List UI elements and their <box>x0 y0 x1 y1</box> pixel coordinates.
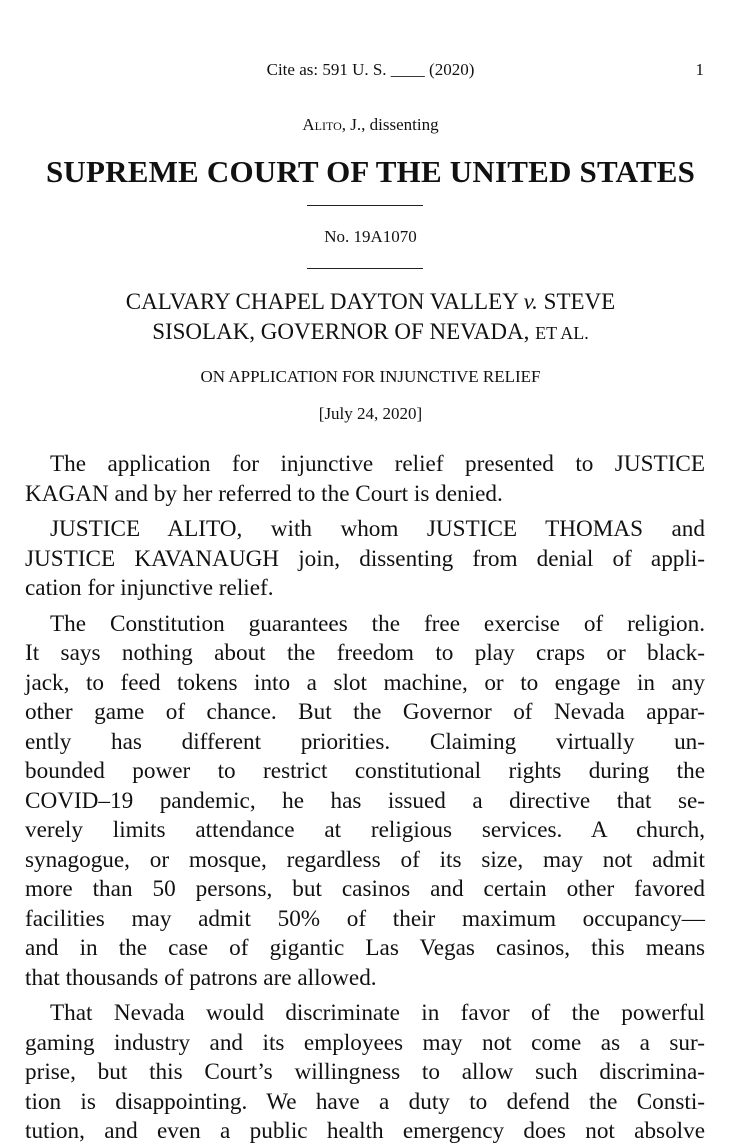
opinion-paragraph <box>25 515 705 604</box>
opinion-line: The Constitution guarantees the free exercise of religion. <box>50 610 705 637</box>
opinion-line: JUSTICE KAVANAUGH join, dissenting from denial of appli- <box>25 545 705 572</box>
application-line: ON APPLICATION FOR INJUNCTIVE RELIEF <box>200 367 541 386</box>
opinion-line: more than 50 persons, but casinos and certain other favored <box>25 876 705 902</box>
opinion-line: JUSTICE ALITO, with whom JUSTICE THOMAS and <box>50 516 705 542</box>
opinion-line: tion is disappointing. We have a duty to defend the Consti- <box>25 1088 705 1115</box>
opinion-line: cation for injunctive relief. <box>25 575 274 601</box>
decision-date: [July 24, 2020] <box>318 404 423 423</box>
opinion-line: KAGAN and by her referred to the Court is denied. <box>25 480 503 507</box>
page-number: 1 <box>695 60 704 79</box>
opinion-line: bounded power to restrict constitutional rights during the <box>25 758 705 784</box>
opinion-paragraph <box>25 450 705 509</box>
opinion-line: It says nothing about the freedom to play craps or black- <box>25 640 705 666</box>
caption-versus: v. <box>523 289 538 314</box>
docket-number: No. 19A1070 <box>324 227 417 246</box>
opinion-line: The application for injunctive relief presented to JUSTICE <box>50 451 705 477</box>
opinion-line: facilities may admit 50% of their maximum occupancy— <box>25 905 705 932</box>
caption-defendant: SISOLAK, GOVERNOR OF NEVADA, <box>152 319 536 344</box>
case-caption <box>0 287 741 348</box>
opinion-line: gaming industry and its employees may not come as a sur- <box>25 1029 705 1056</box>
opinion-body <box>25 450 705 1143</box>
opinion-line: synagogue, or mosque, regardless of its size, may not admit <box>25 846 705 873</box>
caption-defendant-start: STEVE <box>537 289 616 314</box>
opinion-line: prise, but this Court’s willingness to allow such discrimina- <box>25 1059 705 1085</box>
divider-top <box>307 205 423 206</box>
court-name: SUPREME COURT OF THE UNITED STATES <box>45 154 696 189</box>
opinion-line: other game of chance. But the Governor of Nevada appar- <box>25 699 705 725</box>
citation-header: Cite as: 591 U. S. ____ (2020) <box>266 60 475 79</box>
opinion-author-line <box>0 115 741 135</box>
opinion-line: that thousands of patrons are allowed. <box>25 964 377 991</box>
opinion-author-suffix: , J., dissenting <box>341 115 439 134</box>
opinion-line: jack, to feed tokens into a slot machine, or to engage in any <box>25 669 705 696</box>
opinion-line: tution, and even a public health emergency does not absolve <box>25 1118 705 1143</box>
opinion-line: and in the case of gigantic Las Vegas casinos, this means <box>25 935 705 961</box>
opinion-line: COVID–19 pandemic, he has issued a directive that se- <box>25 787 705 814</box>
opinion-paragraph <box>25 610 705 994</box>
caption-line-1 <box>0 287 741 317</box>
opinion-paragraph <box>25 999 705 1143</box>
opinion-line: ently has different priorities. Claiming virtually un- <box>25 728 705 755</box>
opinion-line: That Nevada would discriminate in favor of the powerful <box>50 1000 705 1026</box>
divider-bottom <box>307 268 423 269</box>
caption-line-2 <box>0 317 741 348</box>
opinion-author-name: Alito <box>302 115 342 134</box>
caption-et-al: ET AL. <box>535 323 589 343</box>
opinion-line: verely limits attendance at religious services. A church, <box>25 817 705 843</box>
caption-plaintiff: CALVARY CHAPEL DAYTON VALLEY <box>125 289 524 314</box>
